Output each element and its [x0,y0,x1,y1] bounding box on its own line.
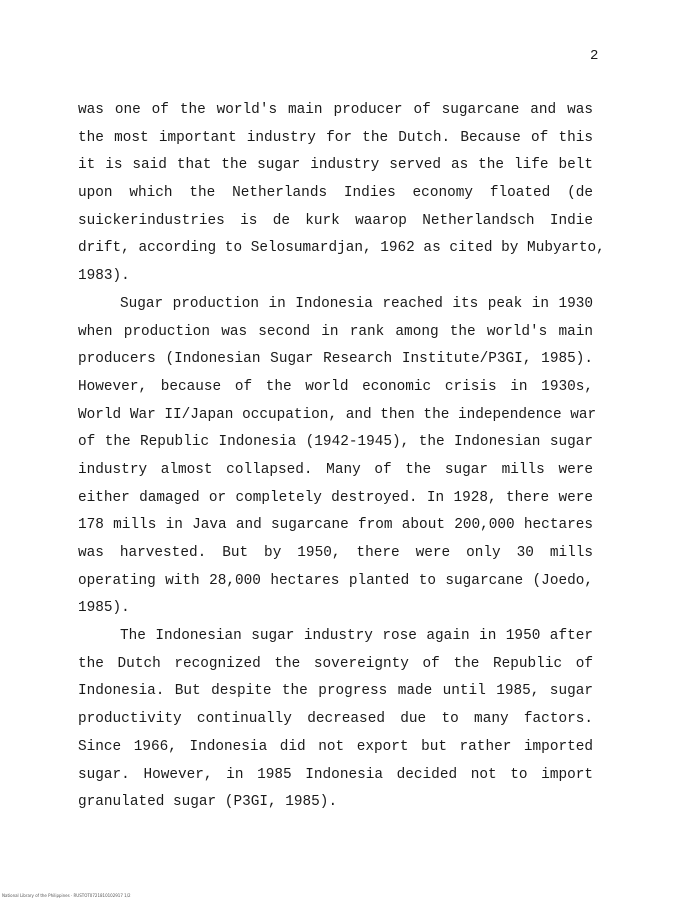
text-line: operating with 28,000 hectares planted to sugarcane (Joedo, [78,572,593,589]
text-line: Sugar production in Indonesia reached its peak in 1930 [120,295,593,312]
text-line: granulated sugar (P3GI, 1985). [78,794,338,811]
text-line: when production was second in rank among the world's main [78,323,593,340]
text-line: producers (Indonesian Sugar Research Institute/P3GI, 1985). [78,351,593,368]
text-line: World War II/Japan occupation, and then the independence war [78,406,597,423]
scan-footer: National Library of the Philippines · RUSTOT0721810102917 1/2 [2,893,131,898]
text-line: Indonesia. But despite the progress made until 1985, sugar [78,683,593,700]
text-line: of the Republic Indonesia (1942-1945), the Indonesian sugar [78,434,593,451]
text-line: drift, according to Selosumardjan, 1962 as cited by Mubyarto, [78,240,605,257]
text-line: upon which the Netherlands Indies economy floated (de [78,185,593,202]
text-line: the most important industry for the Dutch. Because of this [78,129,593,146]
text-line: 178 mills in Java and sugarcane from about 200,000 hectares [78,517,593,534]
text-line: industry almost collapsed. Many of the sugar mills were [78,461,593,478]
text-line: sugar. However, in 1985 Indonesia decided not to import [78,766,593,783]
text-line: productivity continually decreased due to many factors. [78,711,593,728]
page-number: 2 [590,48,599,64]
body-text [78,97,605,817]
text-line: either damaged or completely destroyed. In 1928, there were [78,489,593,506]
text-line: 1985). [78,600,130,617]
text-line: However, because of the world economic crisis in 1930s, [78,378,593,395]
text-line: was harvested. But by 1950, there were only 30 mills [78,545,593,561]
text-line: The Indonesian sugar industry rose again in 1950 after [120,628,593,645]
text-line: 1983). [78,268,130,285]
text-line: Since 1966, Indonesia did not export but rather imported [78,738,593,755]
text-line: was one of the world's main producer of sugarcane and was [78,102,593,118]
text-line: the Dutch recognized the sovereignty of the Republic of [78,655,593,672]
text-line: it is said that the sugar industry served as the life belt [78,157,593,174]
text-line: suickerindustries is de kurk waarop Netherlandsch Indie [78,212,593,229]
